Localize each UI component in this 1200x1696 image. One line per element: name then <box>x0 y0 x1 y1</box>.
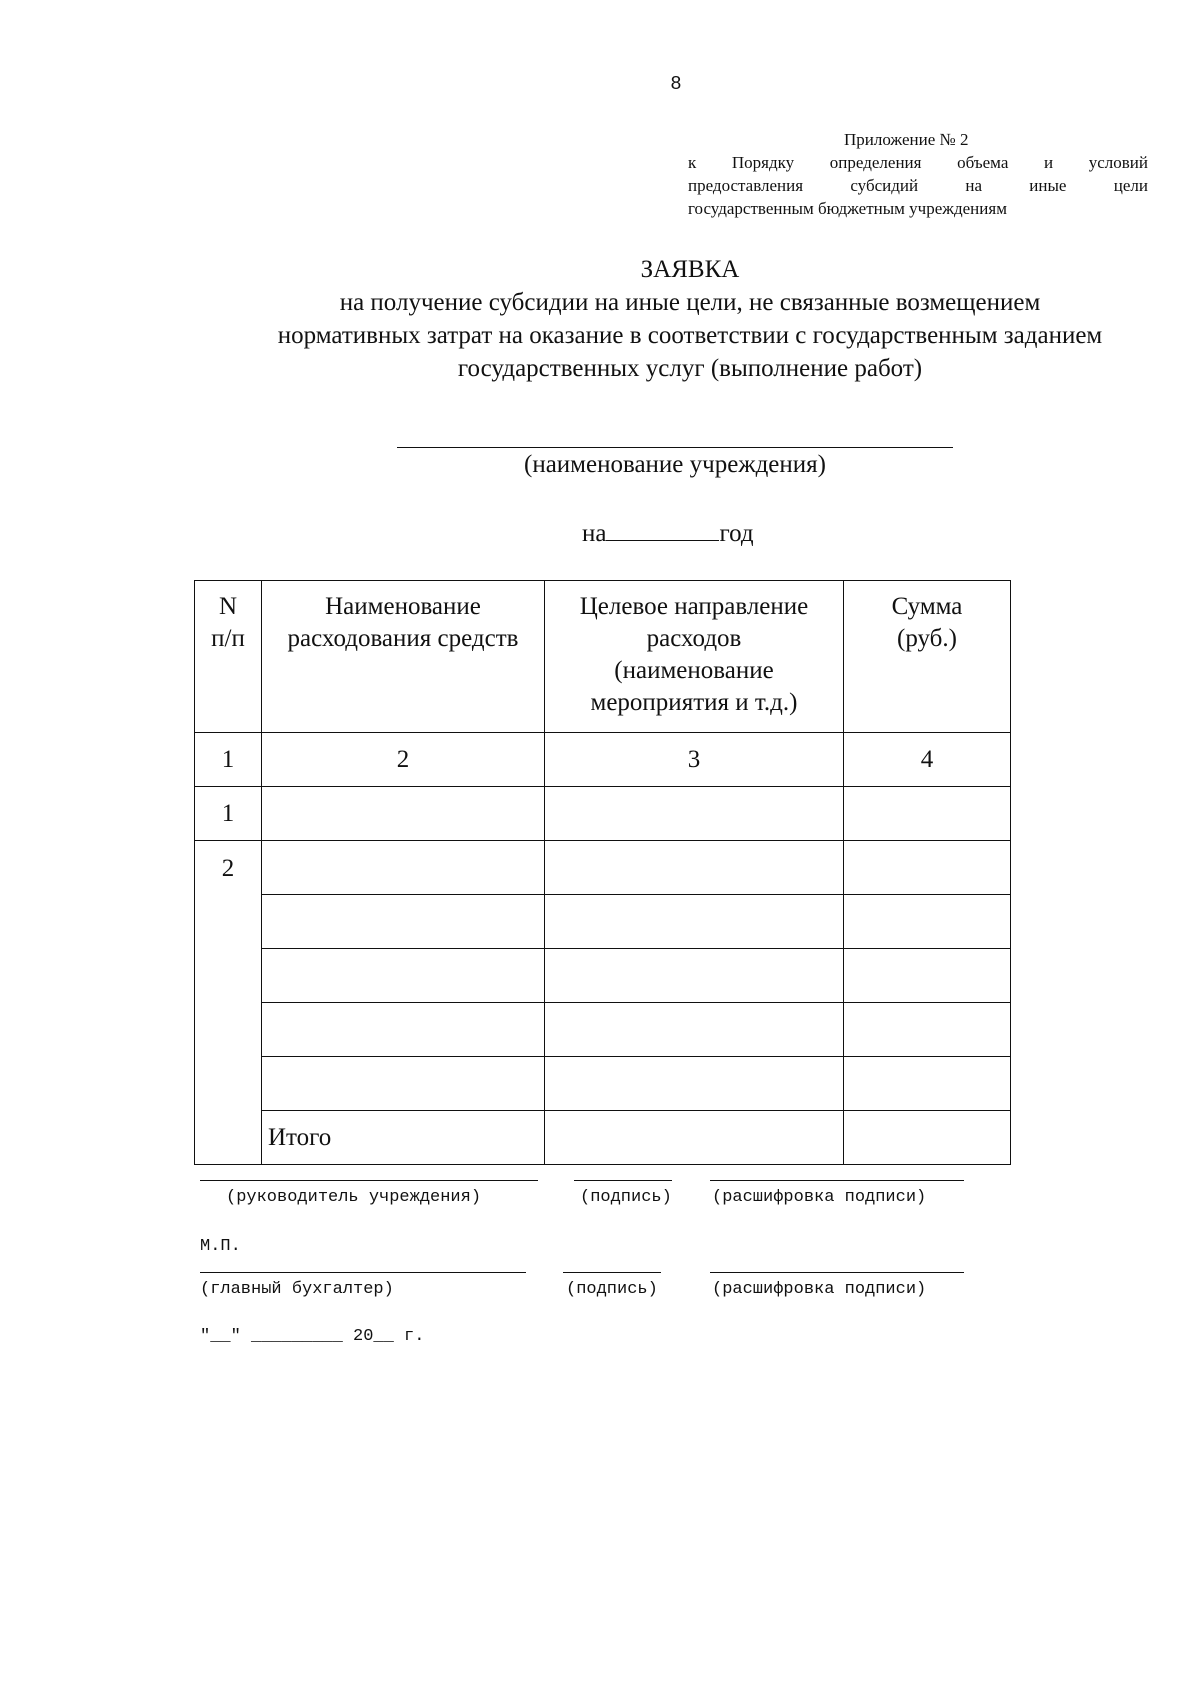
header-amount: Сумма (руб.) <box>844 581 1011 733</box>
column-number: 1 <box>195 733 262 787</box>
column-number-row <box>195 733 1011 787</box>
table-row <box>195 895 1011 949</box>
document-subtitle-line-3: государственных услуг (выполнение работ) <box>457 355 923 382</box>
page-number: 8 <box>670 73 682 95</box>
header-number: N п/п <box>195 581 262 733</box>
head-signature-caption: (подпись) <box>580 1188 672 1207</box>
head-sign-line <box>574 1180 672 1181</box>
header-expense-name: Наименование расходования средств <box>262 581 545 733</box>
table-header-row <box>195 581 1011 733</box>
accountant-decoding-line <box>710 1272 964 1273</box>
table-cell <box>545 787 844 841</box>
table-cell <box>545 949 844 1003</box>
year-field <box>582 518 754 548</box>
table-cell <box>262 1003 545 1057</box>
stamp-place: М.П. <box>200 1237 241 1256</box>
column-number: 2 <box>262 733 545 787</box>
table-row <box>195 949 1011 1003</box>
document-subtitle-line-1: на получение субсидии на иные цели, не связанные возмещением <box>339 289 1041 316</box>
date-line: "__" _________ 20__ г. <box>200 1327 425 1346</box>
year-prefix: на <box>582 520 607 547</box>
document-subtitle-line-2: нормативных затрат на оказание в соответствии с государственным заданием <box>277 322 1103 349</box>
column-number: 3 <box>545 733 844 787</box>
table-cell <box>545 1057 844 1111</box>
accountant-decoding-caption: (расшифровка подписи) <box>712 1280 927 1299</box>
table-cell <box>545 841 844 895</box>
accountant-caption: (главный бухгалтер) <box>200 1280 394 1299</box>
appendix-line-1: к Порядку определения объема и условий <box>688 153 1148 172</box>
table-cell <box>545 1111 844 1165</box>
table-row <box>195 787 1011 841</box>
table-cell <box>844 949 1011 1003</box>
table-cell <box>262 895 545 949</box>
accountant-signature-caption: (подпись) <box>566 1280 658 1299</box>
row-number: 2 <box>195 841 262 1165</box>
total-row <box>195 1111 1011 1165</box>
document-heading <box>190 253 1190 385</box>
appendix-title: Приложение № 2 <box>844 130 969 149</box>
document-title: ЗАЯВКА <box>640 256 740 283</box>
table-cell <box>262 841 545 895</box>
table-cell <box>262 1057 545 1111</box>
table-cell <box>844 1057 1011 1111</box>
head-decoding-line <box>710 1180 964 1181</box>
institution-name-line <box>397 447 953 448</box>
appendix-line-3: государственным бюджетным учреждениям <box>688 199 1007 218</box>
table-cell <box>262 949 545 1003</box>
table-cell <box>844 895 1011 949</box>
table-row <box>195 1057 1011 1111</box>
institution-name-caption: (наименование учреждения) <box>524 451 826 478</box>
accountant-signature-line <box>200 1272 526 1273</box>
row-number: 1 <box>195 787 262 841</box>
table-cell <box>844 1003 1011 1057</box>
head-decoding-caption: (расшифровка подписи) <box>712 1188 927 1207</box>
table-cell <box>844 787 1011 841</box>
table-cell <box>844 1111 1011 1165</box>
appendix-line-2: предоставления субсидий на иные цели <box>688 176 1148 195</box>
request-table <box>194 580 1011 1165</box>
table-cell <box>844 841 1011 895</box>
accountant-sign-line <box>563 1272 661 1273</box>
table-cell <box>545 895 844 949</box>
table-row <box>195 841 1011 895</box>
total-label: Итого <box>262 1111 545 1165</box>
year-blank <box>606 518 719 541</box>
head-signature-line <box>200 1180 538 1181</box>
table-cell <box>262 787 545 841</box>
table-row <box>195 1003 1011 1057</box>
year-suffix: год <box>719 520 754 547</box>
table-cell <box>545 1003 844 1057</box>
header-target-direction: Целевое направление расходов (наименование мероприятия и т.д.) <box>545 581 844 733</box>
head-caption: (руководитель учреждения) <box>226 1188 482 1207</box>
appendix-block <box>688 128 1148 220</box>
column-number: 4 <box>844 733 1011 787</box>
